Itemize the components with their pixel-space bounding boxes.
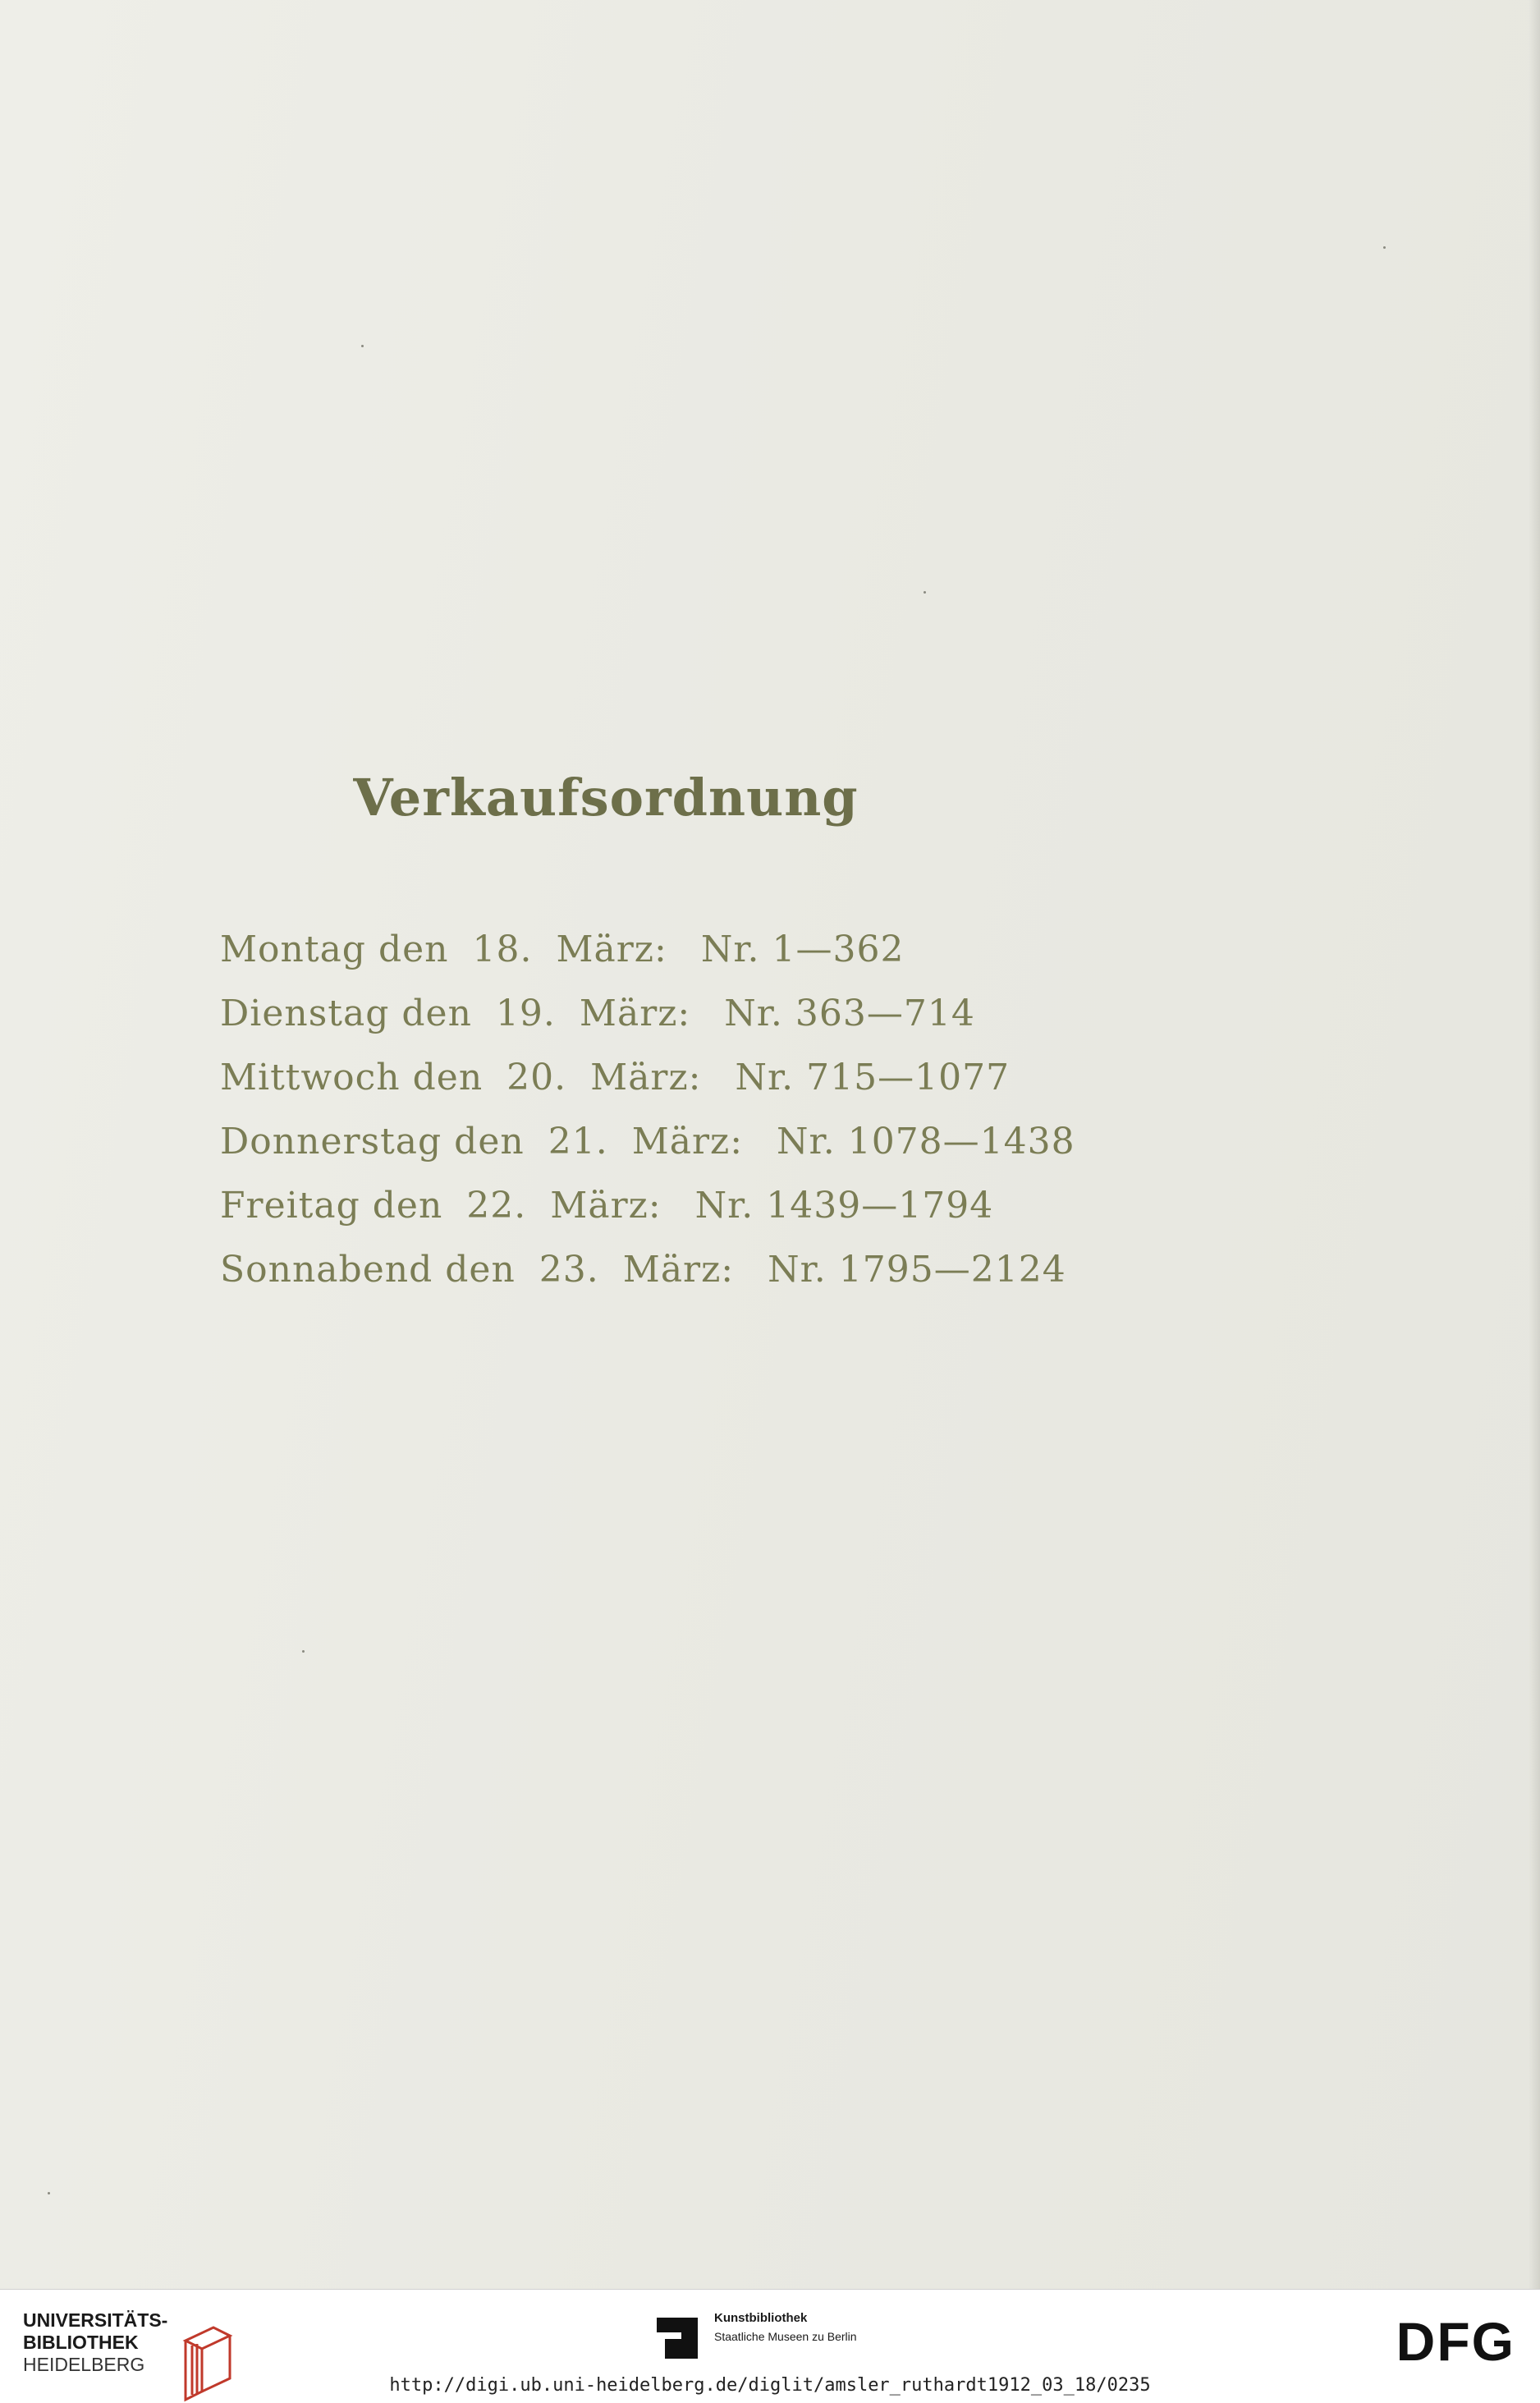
permalink-url[interactable]: http://digi.ub.uni-heidelberg.de/diglit/amsler_ruthardt1912_03_18/0235	[389, 2375, 1151, 2396]
paper-speck	[361, 345, 364, 347]
schedule-month: März:	[579, 993, 691, 1034]
dfg-logo[interactable]: DFG	[1396, 2311, 1515, 2372]
ub-logo-line: HEIDELBERG	[23, 2354, 145, 2375]
schedule-date: 19.	[495, 993, 556, 1034]
schedule-range: Nr. 1795—2124	[768, 1249, 1066, 1291]
schedule-day: Montag den	[220, 929, 449, 970]
schedule-month: März:	[550, 1185, 662, 1227]
schedule-day: Dienstag den	[220, 993, 472, 1034]
kunstbibliothek-mark-icon	[657, 2318, 698, 2359]
schedule-range: Nr. 1439—1794	[694, 1185, 994, 1227]
paper-speck	[1383, 246, 1386, 249]
schedule-day: Sonnabend den	[220, 1249, 516, 1291]
ub-heidelberg-logo[interactable]	[23, 2309, 167, 2376]
schedule-row	[220, 1174, 1075, 1238]
schedule-month: März:	[622, 1249, 735, 1291]
schedule-month: März:	[631, 1121, 744, 1163]
page-title: Verkaufsordnung	[353, 768, 859, 828]
digitization-footer	[0, 2289, 1540, 2401]
paper-speck	[924, 591, 926, 594]
schedule-month: März:	[556, 929, 667, 970]
page-edge-shadow	[1529, 0, 1540, 2289]
schedule-day: Donnerstag den	[220, 1121, 525, 1163]
schedule-month: März:	[590, 1057, 702, 1098]
schedule-row	[220, 918, 1075, 982]
schedule-day: Mittwoch den	[220, 1057, 484, 1098]
ub-logo-line: UNIVERSITÄTS-	[23, 2309, 168, 2331]
kunstbibliothek-subtitle: Staatliche Museen zu Berlin	[714, 2330, 857, 2343]
schedule-range: Nr. 715—1077	[735, 1057, 1011, 1098]
schedule-date: 20.	[506, 1057, 567, 1098]
sale-schedule	[220, 918, 1075, 1302]
schedule-range: Nr. 1078—1438	[777, 1121, 1075, 1163]
schedule-date: 18.	[472, 929, 533, 970]
paper-speck	[48, 2192, 50, 2194]
schedule-date: 22.	[466, 1185, 527, 1227]
paper-speck	[302, 1650, 305, 1653]
schedule-row	[220, 1238, 1075, 1302]
ub-logo-line: BIBLIOTHEK	[23, 2332, 139, 2353]
schedule-row	[220, 982, 1075, 1046]
schedule-day: Freitag den	[220, 1185, 443, 1227]
schedule-row	[220, 1110, 1075, 1174]
schedule-range: Nr. 363—714	[724, 993, 975, 1034]
schedule-date: 21.	[548, 1121, 608, 1163]
schedule-range: Nr. 1—362	[700, 929, 905, 970]
kunstbibliothek-name: Kunstbibliothek	[714, 2311, 808, 2325]
schedule-date: 23.	[539, 1249, 599, 1291]
schedule-row	[220, 1046, 1075, 1110]
